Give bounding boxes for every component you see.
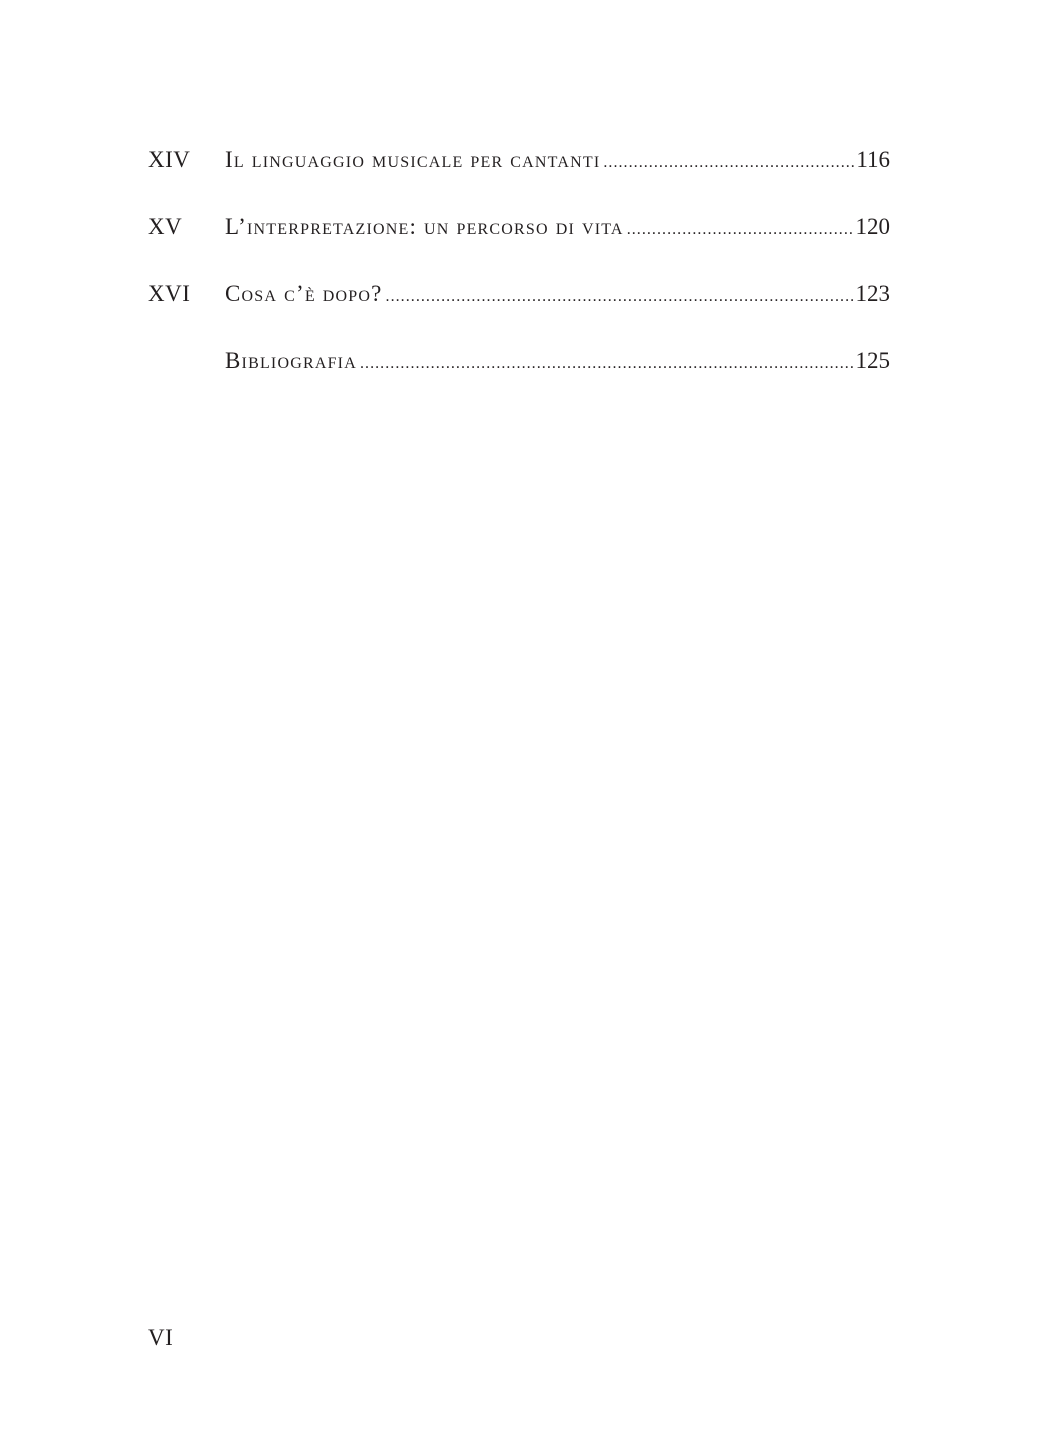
page-number: 120 (855, 214, 890, 239)
dot-leader (360, 344, 854, 384)
toc-entry-line (225, 274, 890, 317)
page-number: 125 (855, 348, 890, 373)
toc-entry (148, 207, 890, 247)
dot-leader (603, 143, 854, 183)
table-of-contents (148, 140, 890, 408)
chapter-number: XIV (148, 147, 191, 172)
chapter-title: Bibliografia (225, 348, 357, 373)
toc-entry (148, 140, 890, 180)
toc-entry-line (225, 207, 890, 250)
toc-entry (148, 341, 890, 381)
chapter-title: Il linguaggio musicale per cantanti (225, 147, 601, 172)
toc-entry (148, 274, 890, 314)
dot-leader (386, 277, 854, 317)
chapter-title: L’interpretazione: un percorso di vita (225, 214, 624, 239)
page-folio: VI (148, 1325, 174, 1350)
chapter-title: Cosa c’è dopo? (225, 281, 383, 306)
dot-leader (627, 210, 854, 250)
chapter-number: XVI (148, 281, 191, 306)
page-number: 123 (855, 281, 890, 306)
toc-entry-line (225, 140, 890, 183)
toc-entry-line (225, 341, 890, 384)
page-number: 116 (856, 147, 890, 172)
chapter-number: XV (148, 214, 183, 239)
